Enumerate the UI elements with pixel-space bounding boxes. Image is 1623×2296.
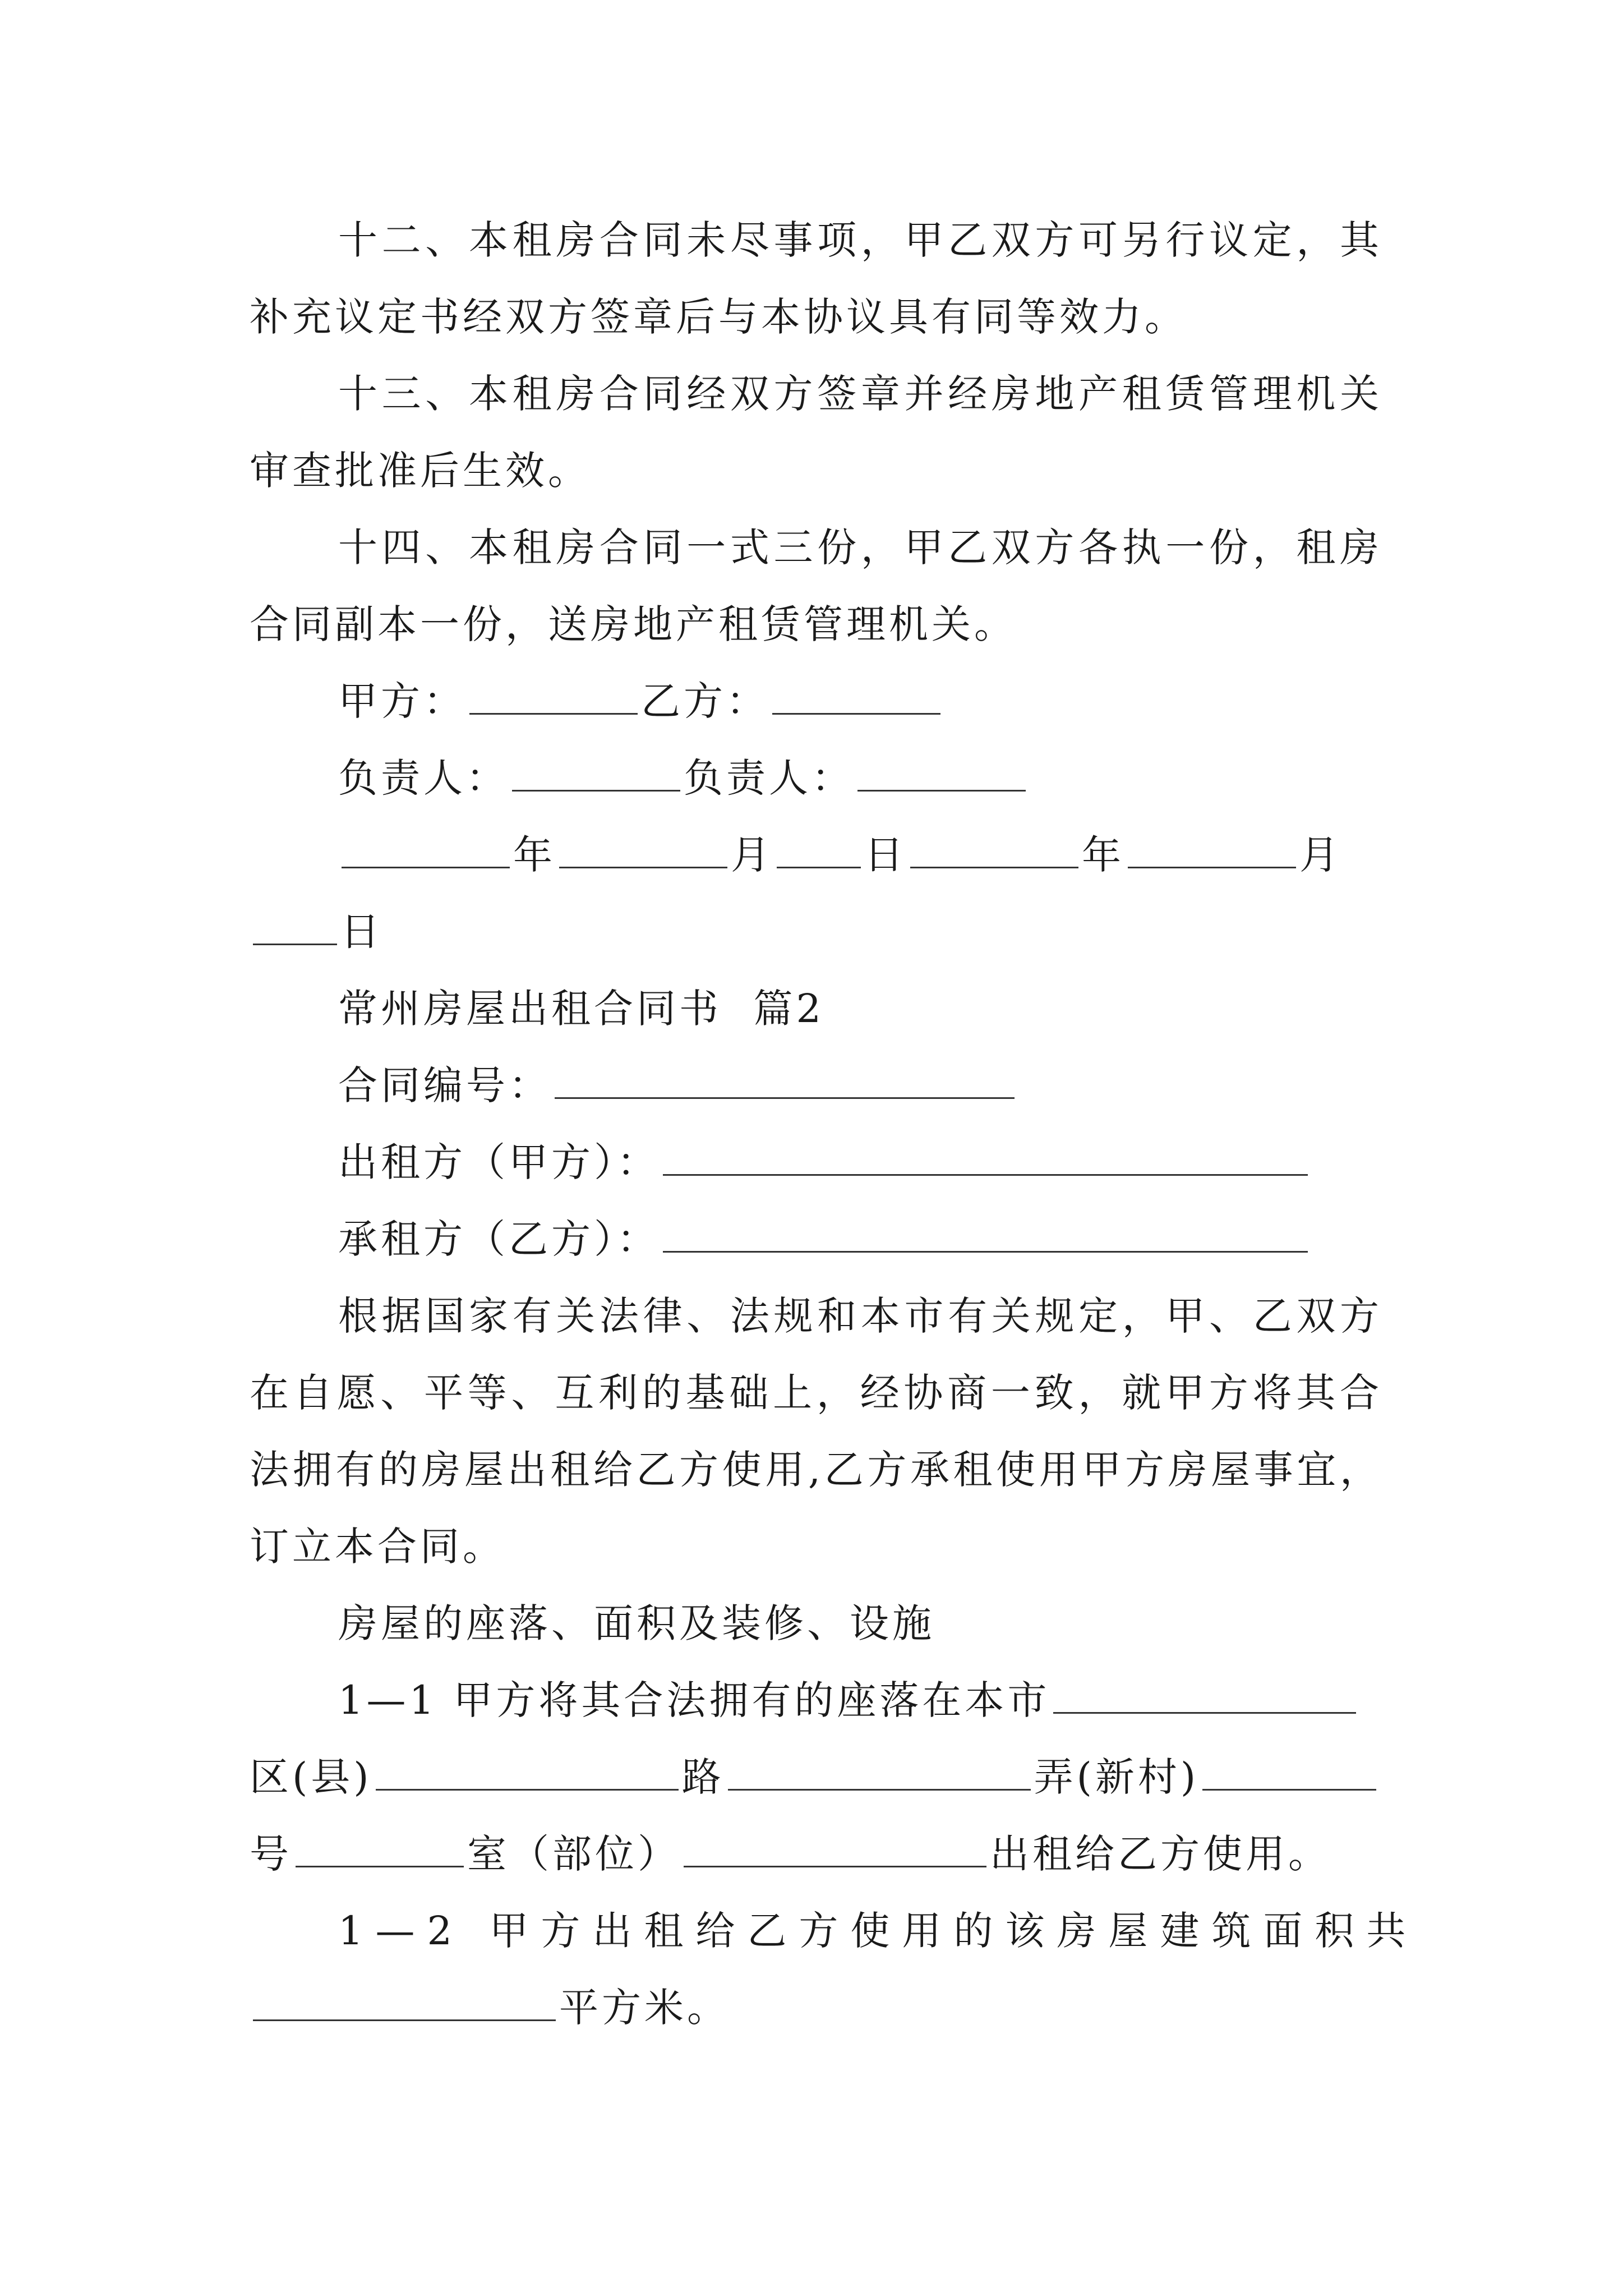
contract-number-blank: [555, 1092, 1015, 1099]
date-a-day-blank: [777, 861, 861, 869]
clause-1-2-line-1: 1—2 甲方出租给乙方使用的该房屋建筑面积共: [338, 1908, 1418, 1954]
person-a-blank: [512, 784, 680, 792]
clause-1-2-end: 平方米。: [559, 1985, 730, 2031]
preamble: 根据国家有关法律、法规和本市有关规定，甲、乙双方在自愿、平等、互利的基础上，经协商一致，就甲方将其合法拥有的房屋出租给乙方使用,乙方承租使用甲方房屋事宜，订立本合同。: [250, 1293, 1382, 1570]
lane-blank: [1202, 1783, 1376, 1791]
person-a-label: 负责人：: [338, 755, 509, 801]
heading-location: 房屋的座落、面积及装修、设施: [338, 1600, 935, 1646]
clause-1-1-end: 出租给乙方使用。: [990, 1831, 1331, 1877]
room-label: 室（部位）: [467, 1831, 680, 1877]
clause-1-1-line-3: [250, 1816, 1382, 1893]
contract-number-label: 合同编号：: [338, 1062, 551, 1108]
clause-14: 十四、本租房合同一式三份，甲乙双方各执一份，租房合同副本一份，送房地产租赁管理机关。: [250, 524, 1382, 647]
party-a-blank: [469, 707, 638, 715]
section-2-title: 常州房屋出租合同书 篇2: [338, 986, 825, 1032]
person-b-label: 负责人：: [684, 755, 854, 801]
date-a-year: 年: [513, 832, 556, 878]
date-b-month-blank: [1128, 861, 1296, 869]
date-a-month: 月: [731, 832, 773, 878]
area-blank: [253, 2014, 556, 2022]
lessor-blank: [663, 1168, 1308, 1176]
date-b-month: 月: [1299, 832, 1342, 878]
party-b-blank: [772, 707, 940, 715]
lessor-label: 出租方（甲方）：: [338, 1139, 660, 1185]
document-body: [250, 202, 1418, 2046]
signature-party-line: [250, 663, 1382, 740]
date-a-year-blank: [342, 861, 510, 869]
signature-date-line: [250, 817, 1382, 894]
date-a-day: 日: [864, 832, 907, 878]
clause-1-1-line-2: [250, 1739, 1382, 1816]
person-b-blank: [857, 784, 1026, 792]
lessee-blank: [663, 1245, 1308, 1253]
lessee-line: [250, 1201, 1382, 1278]
number-label: 号: [250, 1831, 292, 1877]
clause-1-1-line-1: [250, 1662, 1382, 1739]
date-b-year: 年: [1082, 832, 1124, 878]
city-blank: [1053, 1706, 1356, 1714]
date-a-month-blank: [559, 861, 727, 869]
road-blank: [728, 1783, 1031, 1791]
date-b-day-blank: [253, 938, 337, 946]
road-label: 路: [681, 1754, 725, 1800]
clause-1-2-line-2: [250, 1970, 1382, 2046]
district-label: 区(县): [250, 1754, 372, 1800]
party-a-label: 甲方：: [338, 678, 466, 724]
district-blank: [376, 1783, 679, 1791]
room-blank: [684, 1860, 986, 1868]
clause-12: 十二、本租房合同未尽事项，甲乙双方可另行议定，其补充议定书经双方签章后与本协议具有同等效力。: [250, 217, 1382, 340]
lessor-line: [250, 1124, 1382, 1201]
signature-person-line: [250, 740, 1382, 817]
party-b-label: 乙方：: [641, 678, 769, 724]
date-b-day: 日: [340, 909, 383, 955]
contract-number-line: [250, 1047, 1382, 1124]
signature-date-line-2: [250, 894, 1382, 970]
date-b-year-blank: [910, 861, 1078, 869]
lane-label: 弄(新村): [1034, 1754, 1200, 1800]
number-blank: [296, 1860, 464, 1868]
clause-13: 十三、本租房合同经双方签章并经房地产租赁管理机关审查批准后生效。: [250, 371, 1382, 494]
clause-1-1-text: 1—1 甲方将其合法拥有的座落在本市: [338, 1677, 1050, 1723]
lessee-label: 承租方（乙方）：: [338, 1216, 660, 1262]
